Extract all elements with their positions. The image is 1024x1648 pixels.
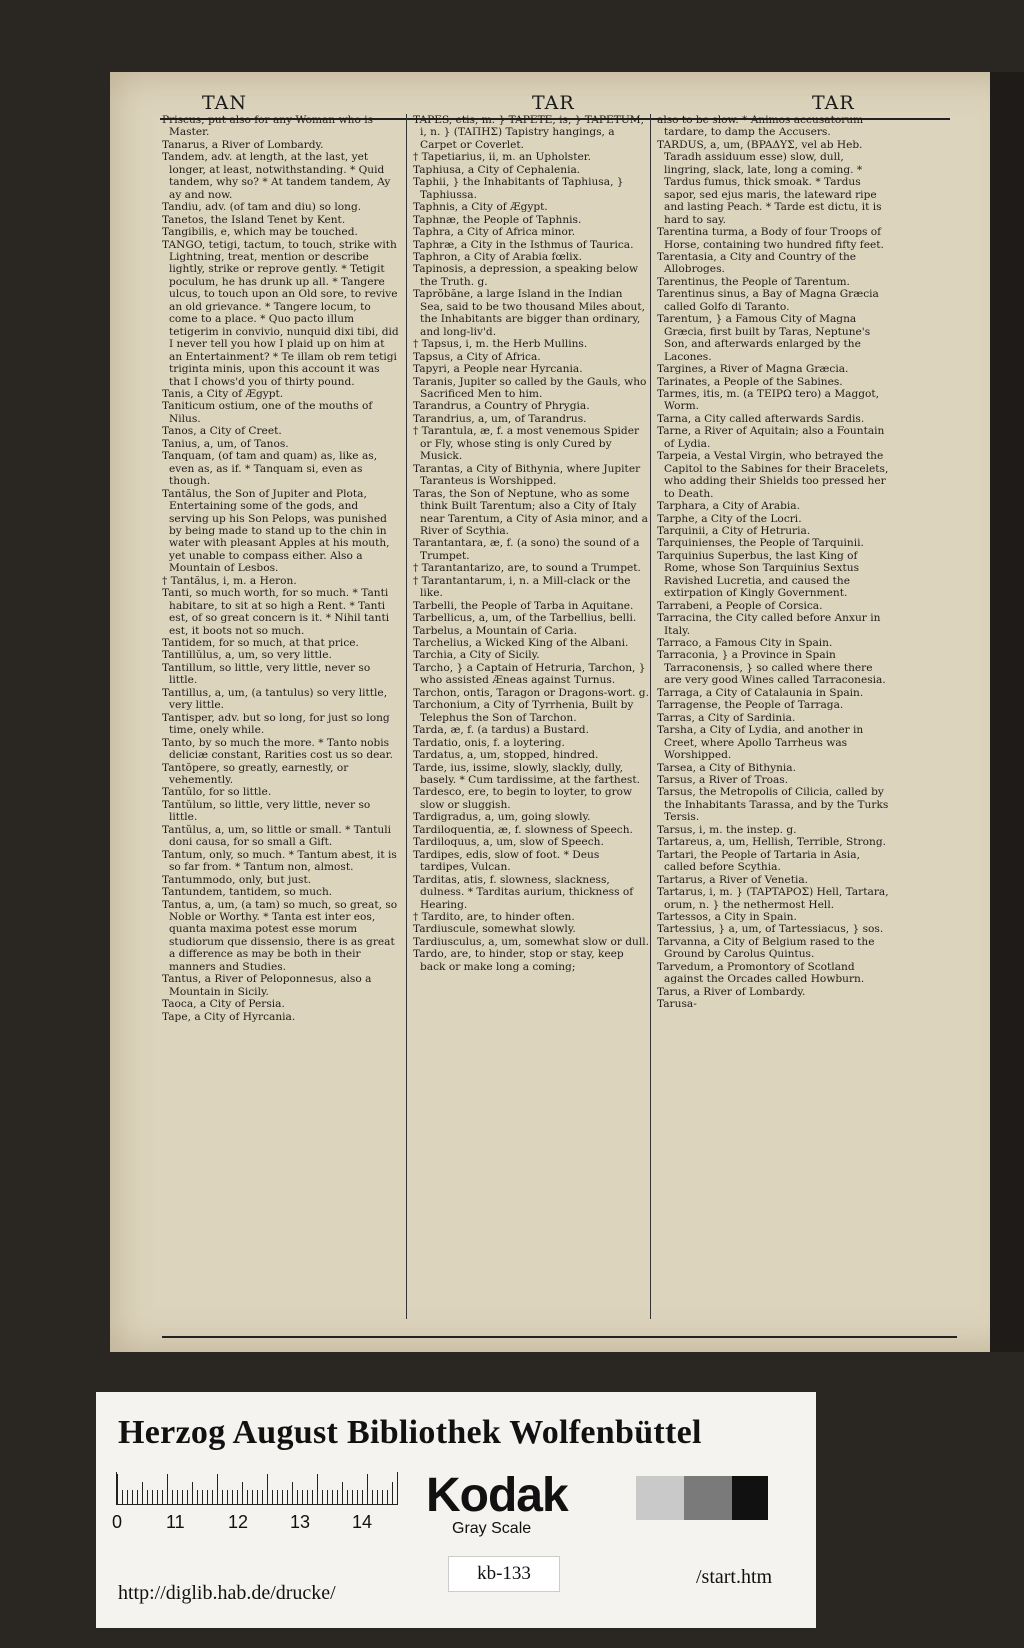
dictionary-entry: Taphra, a City of Africa minor. bbox=[413, 226, 576, 239]
ruler-tick bbox=[127, 1490, 128, 1504]
ruler-tick bbox=[147, 1490, 148, 1504]
ruler-tick bbox=[187, 1490, 188, 1504]
ruler-tick bbox=[342, 1482, 343, 1504]
dictionary-entry: Tantum, only, so much. * Tantum abest, it is so far from. * Tantum non, almost. bbox=[162, 848, 397, 874]
ruler-tick bbox=[217, 1474, 218, 1504]
dictionary-entry: Tarentina turma, a Body of four Troops of Horse, containing two hundred fifty feet. bbox=[657, 226, 884, 251]
dictionary-entry: Tarbelli, the People of Tarba in Aquitane. bbox=[413, 599, 634, 612]
dictionary-entry: Tanos, a City of Creet. bbox=[162, 425, 282, 438]
ruler-tick bbox=[312, 1490, 313, 1504]
dictionary-entry: Tarentinus, the People of Tarentum. bbox=[657, 275, 850, 288]
ruler-tick bbox=[212, 1490, 213, 1504]
dictionary-entry: Tarsha, a City of Lydia, and another in Creet, where Apollo Tarrheus was Worshipped. bbox=[657, 724, 864, 762]
dictionary-entry: Tarentum, } a Famous City of Magna Græcia, first built by Taras, Neptune's Son, and afterwards enlarged by the Lacones. bbox=[657, 313, 871, 363]
ruler-tick bbox=[307, 1490, 308, 1504]
ruler-tick bbox=[347, 1490, 348, 1504]
ruler-tick bbox=[392, 1482, 393, 1504]
dictionary-entry: Tarentinus sinus, a Bay of Magna Græcia called Golfo di Taranto. bbox=[657, 288, 879, 313]
ruler-tick bbox=[357, 1490, 358, 1504]
dictionary-entry: Tarde, ius, issime, slowly, slackly, dully, basely. * Cum tardissime, at the farthest. bbox=[413, 761, 640, 787]
library-name: Herzog August Bibliothek Wolfenbüttel bbox=[118, 1414, 702, 1451]
dictionary-entry: Tarbelus, a Mountain of Caria. bbox=[413, 624, 577, 637]
dictionary-entry: Priscus; put also for any Woman who is Master. bbox=[162, 114, 374, 139]
ruler-tick bbox=[262, 1490, 263, 1504]
ruler-tick bbox=[222, 1490, 223, 1504]
dictionary-entry: Tanius, a, um, of Tanos. bbox=[162, 437, 289, 450]
dictionary-entry: Tarracina, the City called before Anxur in Italy. bbox=[657, 612, 881, 637]
dictionary-entry: Tarsus, i, m. the instep. g. bbox=[657, 823, 797, 836]
dictionary-entry: Tarvanna, a City of Belgium rased to the Ground by Carolus Quintus. bbox=[657, 935, 875, 961]
ruler-tick bbox=[257, 1490, 258, 1504]
dictionary-entry: † Tarantula, æ, f. a most venemous Spider or Fly, whose sting is only Cured by Musick. bbox=[413, 425, 640, 463]
ruler-tick bbox=[277, 1490, 278, 1504]
dictionary-entry: Tarbellicus, a, um, of the Tarbellius, belli. bbox=[413, 612, 637, 625]
ruler-tick bbox=[367, 1474, 368, 1504]
dictionary-entry: † Tantălus, i, m. a Heron. bbox=[162, 574, 297, 587]
dictionary-entry: Tarsus, the Metropolis of Cilicia, called by the Inhabitants Tarassa, and by the Turks Tersis. bbox=[657, 786, 889, 824]
call-number: kb-133 bbox=[448, 1556, 560, 1592]
dictionary-entry: TARDUS, a, um, (BPAΔΥΣ, vel ab Heb. Taradh assiduum esse) slow, dull, lingring, slack, late, long a coming. * Tardus fumus, thick smoak. * Tardus sapor, sed ejus maris, the lateward ripe and lasting Peach. * Tarde est dictu, it is hard to say. bbox=[657, 138, 882, 226]
headword-center: TAR bbox=[532, 92, 575, 114]
dictionary-entry: Tarras, a City of Sardinia. bbox=[657, 711, 796, 724]
color-target-card bbox=[96, 1392, 816, 1628]
dictionary-entry: Tantŏpere, so greatly, earnestly, or vehemently. bbox=[162, 761, 349, 787]
ruler-tick bbox=[377, 1490, 378, 1504]
dictionary-entry: Tanti, so much worth, for so much. * Tanti habitare, to sit at so high a Rent. * Tanti est, of so great concern is it. * Nihil tanti est, it boots not so much. bbox=[162, 587, 390, 637]
ruler-tick bbox=[202, 1490, 203, 1504]
dictionary-entry: Tape, a City of Hyrcania. bbox=[162, 1010, 296, 1023]
dictionary-entry: Tardipes, edis, slow of foot. * Deus tardipes, Vulcan. bbox=[413, 848, 600, 874]
ruler-tick bbox=[167, 1474, 168, 1504]
dictionary-entry: Tarquinii, a City of Hetruria. bbox=[657, 524, 811, 537]
ruler-tick bbox=[322, 1490, 323, 1504]
dictionary-entry: Tardesco, ere, to begin to loyter, to grow slow or sluggish. bbox=[413, 786, 633, 811]
dictionary-entry: Tantŭlo, for so little. bbox=[162, 786, 272, 799]
dictionary-entry: Tantŭlum, so little, very little, never so little. bbox=[162, 798, 371, 824]
dictionary-entry: Tardiusculus, a, um, somewhat slow or dull. bbox=[413, 935, 649, 948]
dictionary-entry: Tarsus, a River of Troas. bbox=[657, 774, 789, 787]
dictionary-entry: † Tarantantarum, i, n. a Mill-clack or the like. bbox=[413, 574, 631, 600]
dictionary-entry: Tardiuscule, somewhat slowly. bbox=[413, 923, 576, 936]
ruler-tick bbox=[372, 1490, 373, 1504]
dictionary-entry: Taphii, } the Inhabitants of Taphiusa, } Taphiussa. bbox=[413, 176, 624, 201]
dictionary-column-3 bbox=[650, 114, 889, 1319]
ruler-tick bbox=[152, 1490, 153, 1504]
dictionary-entry: Tarphara, a City of Arabia. bbox=[657, 500, 800, 513]
ruler-tick bbox=[247, 1490, 248, 1504]
dictionary-entry: Taphron, a City of Arabia fœlix. bbox=[413, 250, 583, 263]
dictionary-entry: Tarraconia, } a Province in Spain Tarraconensis, } so called where there are very good Wines called Tarraconesia. bbox=[657, 649, 886, 687]
dictionary-entry: Tanto, by so much the more. * Tanto nobis deliciæ constant, Rarities cost us so dear. bbox=[162, 736, 393, 762]
dictionary-entry: Tapinosis, a depression, a speaking below the Truth. g. bbox=[413, 263, 639, 288]
dictionary-entry: Tarusa- bbox=[657, 998, 697, 1011]
ruler-scale bbox=[116, 1472, 398, 1505]
ruler-tick bbox=[362, 1490, 363, 1504]
dictionary-entry: Tarvedum, a Promontory of Scotland against the Orcades called Howburn. bbox=[657, 960, 865, 986]
dictionary-entry: Tarchon, ontis, Taragon or Dragons-wort. g. bbox=[413, 686, 649, 699]
dictionary-entry: Tantus, a, um, (a tam) so much, so great, so Noble or Worthy. * Tanta est inter eos, quanta maxima potest esse morum studiorum que dissensio, there is as great a difference as may be both in their manners and Studies. bbox=[162, 898, 398, 973]
ruler-number: 12 bbox=[228, 1512, 249, 1532]
ruler-tick bbox=[297, 1490, 298, 1504]
dictionary-entry: Tarraco, a Famous City in Spain. bbox=[657, 637, 833, 650]
headword-left: TAN bbox=[202, 92, 247, 114]
dictionary-entry: Tarne, a River of Aquitain; also a Fountain of Lydia. bbox=[657, 425, 885, 450]
dictionary-entry: Tantillus, a, um, (a tantulus) so very little, very little. bbox=[162, 686, 388, 712]
dictionary-entry: Tarphe, a City of the Locri. bbox=[657, 512, 802, 525]
ruler-tick bbox=[282, 1490, 283, 1504]
dictionary-entry: Tartessius, } a, um, of Tartessiacus, } sos. bbox=[657, 923, 884, 936]
dictionary-entry: Tardigradus, a, um, going slowly. bbox=[413, 811, 591, 824]
dictionary-entry: Taoca, a City of Persia. bbox=[162, 998, 285, 1011]
dictionary-entry: Tantus, a River of Peloponnesus, also a Mountain in Sicily. bbox=[162, 973, 372, 998]
ruler-tick bbox=[387, 1490, 388, 1504]
dictionary-entry: Tapyri, a People near Hyrcania. bbox=[413, 363, 583, 376]
ruler-number: 13 bbox=[290, 1512, 311, 1532]
ruler-tick bbox=[317, 1474, 318, 1504]
headword-right: TAR bbox=[812, 92, 855, 114]
ruler-tick bbox=[382, 1490, 383, 1504]
gray-swatch-light bbox=[636, 1476, 684, 1520]
dictionary-entry: Tarpeia, a Vestal Virgin, who betrayed the Capitol to the Sabines for their Bracelets, who adding their Shields too pressed her to Death. bbox=[657, 450, 889, 500]
url-right: /start.htm bbox=[696, 1566, 773, 1588]
dictionary-entry: Tartari, the People of Tartaria in Asia, called before Scythia. bbox=[657, 848, 860, 874]
dictionary-entry: Tanis, a City of Ægypt. bbox=[162, 387, 284, 400]
dictionary-column-2 bbox=[406, 114, 649, 1319]
dictionary-entry: Tardo, are, to hinder, stop or stay, keep back or make long a coming; bbox=[413, 948, 624, 973]
dictionary-entry: Tarus, a River of Lombardy. bbox=[657, 985, 806, 998]
dictionary-entry: Tarentasia, a City and Country of the Allobroges. bbox=[657, 250, 857, 276]
dictionary-entry: Taphnæ, the People of Taphnis. bbox=[413, 213, 582, 226]
ruler-tick bbox=[272, 1490, 273, 1504]
dictionary-entry: Tantummodo, only, but just. bbox=[162, 873, 312, 886]
ruler-tick bbox=[172, 1490, 173, 1504]
dictionary-entry: Tarandrus, a Country of Phrygia. bbox=[413, 400, 590, 413]
gray-swatch-mid bbox=[684, 1476, 732, 1520]
ruler-tick bbox=[337, 1490, 338, 1504]
dictionary-entry: Tantisper, adv. but so long, for just so long time, onely while. bbox=[162, 711, 390, 737]
dictionary-entry: Taprŏbăne, a large Island in the Indian Sea, said to be two thousand Miles about, the Inhabitants are bigger than ordinary, and long-liv'd. bbox=[413, 288, 645, 338]
dictionary-entry: Tarantantara, æ, f. (a sono) the sound of a Trumpet. bbox=[413, 537, 640, 562]
dictionary-entry: Tardatio, onis, f. a loytering. bbox=[413, 736, 565, 749]
dictionary-entry: Tantundem, tantidem, so much. bbox=[162, 886, 333, 899]
dictionary-entry: Tangibilis, e, which may be touched. bbox=[162, 226, 358, 239]
ruler-tick bbox=[397, 1490, 398, 1504]
dictionary-entry: Tarditas, atis, f. slowness, slackness, dulness. * Tarditas aurium, thickness of Hearing. bbox=[413, 873, 634, 911]
dictionary-entry: Tarinates, a People of the Sabines. bbox=[657, 375, 843, 388]
dictionary-entry: Taranis, Jupiter so called by the Gauls, who Sacrificed Men to him. bbox=[413, 375, 647, 400]
dictionary-entry: Taniticum ostium, one of the mouths of Nilus. bbox=[162, 400, 373, 425]
ruler-tick bbox=[352, 1490, 353, 1504]
dictionary-entry: Tandiu, adv. (of tam and diu) so long. bbox=[162, 201, 362, 214]
ruler-tick bbox=[287, 1490, 288, 1504]
ruler-tick bbox=[237, 1490, 238, 1504]
dictionary-column-1 bbox=[162, 114, 400, 1319]
dictionary-entry: Tarchia, a City of Sicily. bbox=[413, 649, 540, 662]
ruler-tick bbox=[242, 1482, 243, 1504]
dictionary-entry: Tarsea, a City of Bithynia. bbox=[657, 761, 796, 774]
dictionary-entry: Tantillum, so little, very little, never so little. bbox=[162, 661, 371, 687]
dictionary-entry: Tartarus, i, m. } (TAPTAPOΣ) Hell, Tartara, orum, n. } the nethermost Hell. bbox=[657, 886, 889, 911]
dictionary-entry: Tartarus, a River of Venetia. bbox=[657, 873, 809, 886]
dictionary-entry: Tanquam, (of tam and quam) as, like as, even as, as if. * Tanquam si, even as though. bbox=[162, 450, 378, 488]
dictionary-entry: Tardiloquus, a, um, slow of Speech. bbox=[413, 836, 604, 849]
dictionary-entry: † Tarantantarizo, are, to sound a Trumpet. bbox=[413, 562, 641, 575]
dictionary-entry: Tarda, æ, f. (a tardus) a Bustard. bbox=[413, 724, 589, 737]
gray-scale-label: Gray Scale bbox=[452, 1520, 532, 1537]
gray-swatch-dark bbox=[732, 1476, 768, 1520]
dictionary-entry: Tardiloquentia, æ, f. slowness of Speech. bbox=[413, 823, 633, 836]
ruler-tick bbox=[132, 1490, 133, 1504]
dictionary-entry: Tartareus, a, um, Hellish, Terrible, Strong. bbox=[657, 836, 886, 849]
dictionary-entry: Tantidem, for so much, at that price. bbox=[162, 637, 359, 650]
dictionary-entry: Tapsus, a City of Africa. bbox=[413, 350, 541, 363]
ruler-number: 14 bbox=[352, 1512, 373, 1532]
dictionary-entry: Tarantas, a City of Bithynia, where Jupiter Taranteus is Worshipped. bbox=[413, 462, 641, 488]
ruler-tick bbox=[252, 1490, 253, 1504]
dictionary-entry: Tarchelius, a Wicked King of the Albani. bbox=[413, 637, 629, 650]
dictionary-entry: † Tapsus, i, m. the Herb Mullins. bbox=[413, 338, 588, 351]
dictionary-entry: Tarandrius, a, um, of Tarandrus. bbox=[413, 412, 587, 425]
ruler-tick bbox=[267, 1474, 268, 1504]
dictionary-entry: Tarchonium, a City of Tyrrhenia, Built by Telephus the Son of Tarchon. bbox=[413, 699, 634, 724]
dictionary-entry: Tarraga, a City of Catalaunia in Spain. bbox=[657, 686, 864, 699]
ruler-tick bbox=[122, 1490, 123, 1504]
ruler-tick bbox=[192, 1482, 193, 1504]
dictionary-entry: Targines, a River of Magna Græcia. bbox=[657, 363, 849, 376]
dictionary-entry: Tarrabeni, a People of Corsica. bbox=[657, 599, 823, 612]
dictionary-entry: † Tardito, are, to hinder often. bbox=[413, 911, 575, 923]
url-left: http://diglib.hab.de/drucke/ bbox=[118, 1582, 336, 1604]
ruler-tick bbox=[142, 1482, 143, 1504]
dictionary-entry: Taphræ, a City in the Isthmus of Taurica. bbox=[413, 238, 634, 251]
ruler-tick bbox=[157, 1490, 158, 1504]
dictionary-entry: Tarmes, itis, m. (a TEIPΩ tero) a Maggot, Worm. bbox=[657, 387, 880, 413]
dictionary-entry: Tardatus, a, um, stopped, hindred. bbox=[413, 749, 599, 762]
ruler-tick bbox=[232, 1490, 233, 1504]
dictionary-entry: also to be slow. * Animos accusatorum tardare, to damp the Accusers. bbox=[657, 114, 864, 139]
ruler-tick bbox=[182, 1490, 183, 1504]
ruler-tick bbox=[302, 1490, 303, 1504]
dictionary-entry: † Tapetiarius, ii, m. an Upholster. bbox=[413, 151, 592, 164]
dictionary-entry: Tarragense, the People of Tarraga. bbox=[657, 699, 844, 712]
dictionary-entry: TAPES, etis, m. } TAPETE, is, } TAPETUM, i, n. } (TAΠHΣ) Tapistry hangings, a Carpet or Coverlet. bbox=[413, 114, 644, 151]
dictionary-entry: Tantillŭlus, a, um, so very little. bbox=[162, 649, 332, 662]
ruler-number: 11 bbox=[166, 1512, 185, 1532]
dictionary-entry: Taras, the Son of Neptune, who as some think Built Tarentum; also a City of Italy near Tarentum, a City of Asia minor, and a River of Scythia. bbox=[413, 487, 648, 537]
ruler-tick bbox=[197, 1490, 198, 1504]
dictionary-entry: Tandem, adv. at length, at the last, yet longer, at least, notwithstanding. * Quid tandem, why so? * At tandem tandem, Ay ay and now. bbox=[162, 151, 391, 201]
ruler-tick bbox=[292, 1482, 293, 1504]
dictionary-entry: Tanarus, a River of Lombardy. bbox=[162, 138, 324, 151]
ruler-tick bbox=[327, 1490, 328, 1504]
bottom-rule bbox=[162, 1336, 957, 1338]
ruler-number: 0 bbox=[112, 1512, 123, 1532]
dictionary-entry: Tarquinienses, the People of Tarquinii. bbox=[657, 537, 864, 550]
dictionary-entry: Tantŭlus, a, um, so little or small. * Tantuli doni causa, for so small a Gift. bbox=[162, 823, 392, 849]
ruler-tick bbox=[117, 1474, 118, 1504]
dictionary-entry: Tarcho, } a Captain of Hetruria, Tarchon, } who assisted Æneas against Turnus. bbox=[413, 661, 646, 687]
ruler-tick bbox=[162, 1490, 163, 1504]
ruler-tick bbox=[332, 1490, 333, 1504]
ruler-tick bbox=[137, 1490, 138, 1504]
dictionary-entry: TANGO, tetigi, tactum, to touch, strike with Lightning, treat, mention or describe lightly, strike or reprove gently. * Tetigit poculum, he has drunk up all. * Tangere ulcus, to touch upon an Old sore, to revive an old grievance. * Tangere locum, to come to a place. * Quo pacto illum tetigerim in convivio, nunquid dixi tibi, did I never tell you how I plaid up on him at an Entertainment? * Te illam ob rem tetigi triginta minis, upon this account it was that I chows'd you of thirty pound. bbox=[162, 238, 399, 388]
kodak-logo: Kodak bbox=[426, 1469, 568, 1522]
dictionary-entry: Tanetos, the Island Tenet by Kent. bbox=[162, 213, 346, 226]
page-edge-shadow bbox=[990, 72, 1024, 1352]
ruler-tick bbox=[207, 1490, 208, 1504]
dictionary-entry: Tarquinius Superbus, the last King of Rome, whose Son Tarquinius Sextus Ravished Lucretia, and caused the extirpation of Kingly Government. bbox=[657, 549, 860, 600]
dictionary-entry: Taphnis, a City of Ægypt. bbox=[413, 201, 548, 214]
dictionary-entry: Tarna, a City called afterwards Sardis. bbox=[657, 412, 865, 425]
dictionary-entry: Tartessos, a City in Spain. bbox=[657, 911, 797, 923]
dictionary-entry: Tantălus, the Son of Jupiter and Plota, Entertaining some of the gods, and serving up his Son Pelops, was punished by being made to stand up to the chin in water with pleasant Apples at his mouth, yet unable to compass either. Also a Mountain of Lesbos. bbox=[162, 487, 390, 575]
dictionary-entry: Taphiusa, a City of Cephalenia. bbox=[413, 163, 581, 176]
ruler-tick bbox=[177, 1490, 178, 1504]
ruler-tick bbox=[227, 1490, 228, 1504]
